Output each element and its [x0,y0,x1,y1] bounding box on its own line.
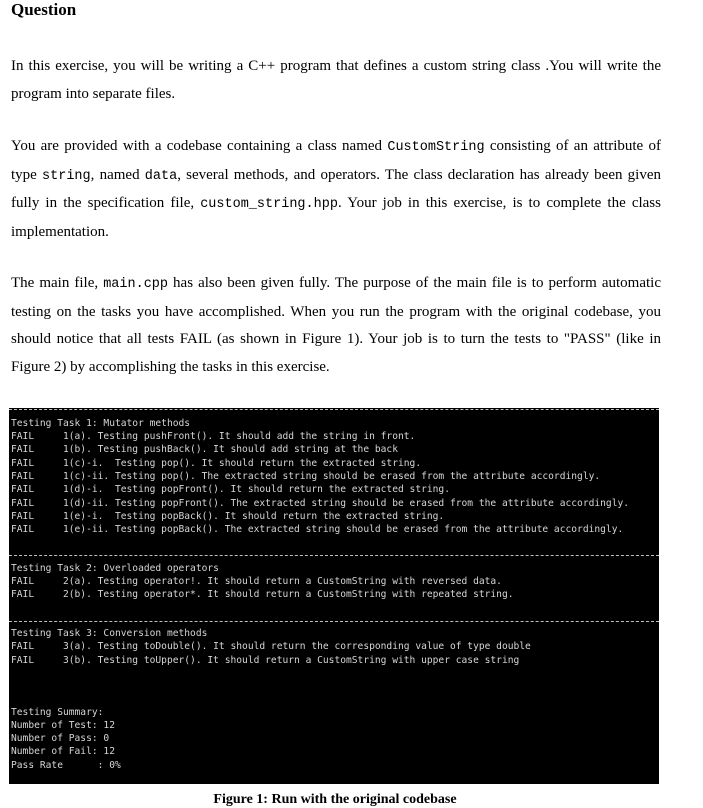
intro-paragraph [11,53,661,108]
summary-line: Number of Pass: 0 [11,733,110,744]
para-text: has also been given fully. The purpose of the main file is to perform automatic testing on the tasks you have accomplished. When you run the program with the original codebase, you should notice that all tests FAIL (as shown in Figure 1). Your job is to turn the tests to "PASS" (like in Figure 2) by accomplishing the tasks in this exercise. [11,275,661,375]
dashed-separator [9,555,659,556]
summary-line: Pass Rate : 0% [11,759,121,771]
task3-title: Testing Task 3: Conversion methods [11,628,208,639]
task1-title: Testing Task 1: Mutator methods [11,418,191,429]
test-result-line: FAIL 1(d)-ii. Testing popFront(). The extracted string should be erased from the attribute accordingly. [11,497,630,509]
test-result-line: FAIL 2(b). Testing operator*. It should return a CustomString with repeated string. [11,589,514,600]
para-text: In this exercise, you will be writing a C++ program that defines a custom string class .You will write the program into separate files. [11,58,661,102]
test-result-line: FAIL 1(a). Testing pushFront(). It should add the string in front. [11,431,416,442]
test-result-line: FAIL 3(b). Testing toUpper(). It should return a CustomString with upper case string [11,654,520,666]
test-result-line: FAIL 1(e)-i. Testing popBack(). It should return the extracted string. [11,510,445,522]
test-result-line: FAIL 1(d)-i. Testing popFront(). It should return the extracted string. [11,484,450,495]
figure-caption: Figure 1: Run with the original codebase [213,792,457,807]
para-text: consisting of an attribute of type [11,138,662,183]
test-result-line: FAIL 1(e)-ii. Testing popBack(). The extracted string should be erased from the attribute accordingly. [11,523,624,535]
question-heading: Question [11,0,77,19]
test-result-line: FAIL 1(c)-ii. Testing pop(). The extracted string should be erased from the attribute accordingly. [11,471,601,482]
code-type-name: string [42,168,91,184]
para-text: You are provided with a codebase containing a class named [11,138,388,154]
dashed-separator [9,621,659,622]
para-text: . Your job in this exercise, is to complete the class implementation. [11,195,661,240]
summary-line: Number of Fail: 12 [11,746,115,757]
terminal-output [9,408,659,784]
main-file-paragraph [11,270,661,381]
code-class-name: CustomString [387,140,485,155]
summary-title: Testing Summary: [11,706,104,718]
code-attribute-name: data [144,168,178,184]
para-text: , several methods, and operators. The class declaration has already been given fully in the specification file, [11,166,662,211]
code-header-file: custom_string.hpp [200,197,338,212]
test-result-line: FAIL 1(c)-i. Testing pop(). It should return the extracted string. [11,457,422,469]
para-text: , named [90,166,145,183]
test-result-line: FAIL 2(a). Testing operator!. It should return a CustomString with reversed data. [11,575,502,587]
summary-line: Number of Test: 12 [11,720,115,731]
code-main-file: main.cpp [103,277,168,292]
dashed-separator [9,409,659,410]
codebase-paragraph [11,133,661,246]
task2-title: Testing Task 2: Overloaded operators [11,562,219,574]
test-result-line: FAIL 1(b). Testing pushBack(). It should add string at the back [11,444,398,455]
test-result-line: FAIL 3(a). Testing toDouble(). It should return the corresponding value of type double [11,641,531,652]
para-text: The main file, [11,275,104,291]
